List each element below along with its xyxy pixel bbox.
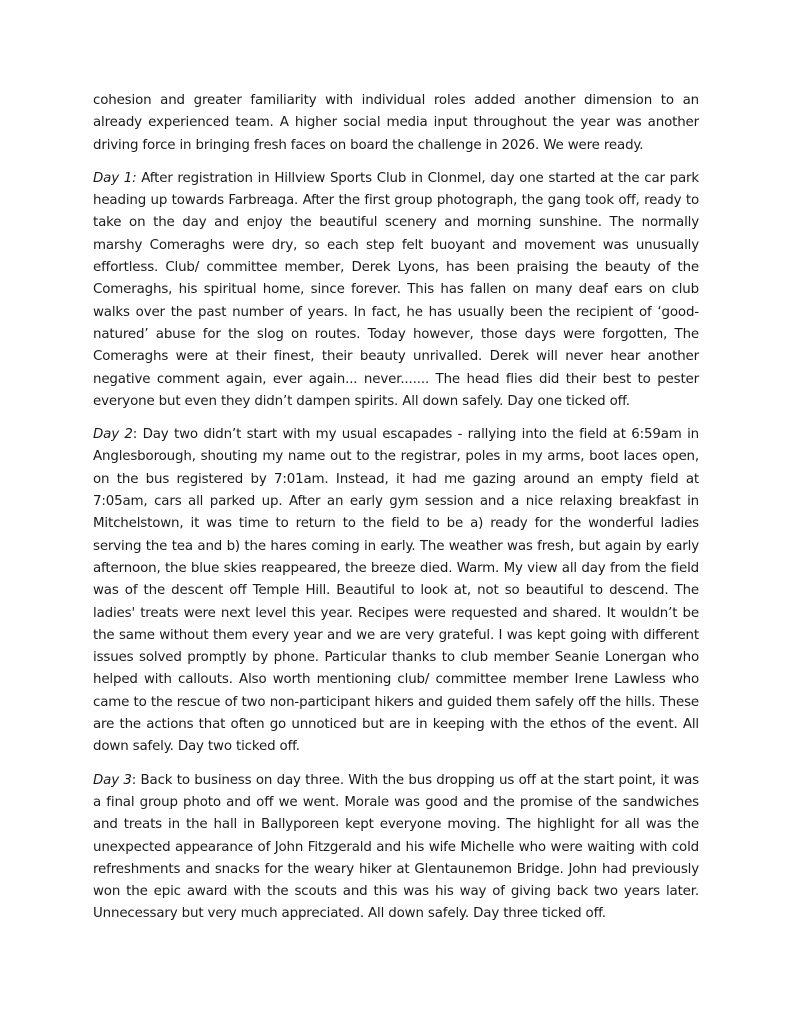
paragraph-day-1: [93, 168, 699, 413]
paragraph-day-2: [93, 424, 699, 758]
paragraph-intro: [93, 90, 699, 157]
day-2-text: Day two didn’t start with my usual escapades - rallying into the field at 6:59am in Anglesborough, shouting my name out to the registrar, poles in my arms, boot laces open, on the bus registered by 7:01am. Instead, it had me gazing around an empty field at 7:05am, cars all parked up. After an early gym session and a nice relaxing breakfast in Mitchelstown, it was time to return to the field to be a) ready for the wonderful ladies serving the tea and b) the hares coming in early. The weather was fresh, but again by early afternoon, the blue skies reappeared, the breeze died. Warm. My view all day from the field was of the descent off Temple Hill. Beautiful to look at, not so beautiful to descend. The ladies' treats were next level this year. Recipes were requested and shared. It wouldn’t be the same without them every year and we are very grateful. I was kept going with different issues solved promptly by phone. Particular thanks to club member Seanie Lonergan who helped with callouts. Also worth mentioning club/ committee member Irene Lawless who came to the rescue of two non-participant hikers and guided them safely off the hills. These are the actions that often go unnoticed but are in keeping with the ethos of the event. All down safely. Day two ticked off.: [93, 427, 699, 755]
day-1-text: After registration in Hillview Sports Club in Clonmel, day one started at the car park heading up towards Farbreaga. After the first group photograph, the gang took off, ready to take on the day and enjoy the beautiful scenery and morning sunshine. The normally marshy Comeraghs were dry, so each step felt buoyant and movement was unusually effortless. Club/ committee member, Derek Lyons, has been praising the beauty of the Comeraghs, his spiritual home, since forever. This has fallen on many deaf ears on club walks over the past number of years. In fact, he has usually been the recipient of ‘good-natured’ abuse for the slog on routes. Today however, those days were forgotten, The Comeraghs were at their finest, their beauty unrivalled. Derek will never hear another negative comment again, ever again... never....... The head flies did their best to pester everyone but even they didn’t dampen spirits. All down safely. Day one ticked off.: [93, 170, 699, 409]
day-2-label-colon: :: [132, 427, 138, 443]
paragraph-intro-text: cohesion and greater familiarity with individual roles added another dimension to an already experienced team. A higher social media input throughout the year was another driving force in bringing fresh faces on board the challenge in 2026. We were ready.: [93, 93, 699, 153]
day-3-label-colon: :: [131, 772, 137, 788]
day-3-text: Back to business on day three. With the bus dropping us off at the start point, it was a final group photo and off we went. Morale was good and the promise of the sandwiches and treats in the hall in Ballyporeen kept everyone moving. The highlight for all was the unexpected appearance of John Fitzgerald and his wife Michelle who were waiting with cold refreshments and snacks for the weary hiker at Glentaunemon Bridge. John had previously won the epic award with the scouts and this was his way of giving back two years later. Unnecessary but very much appreciated. All down safely. Day three ticked off.: [93, 772, 700, 922]
day-2-label: Day 2: [93, 427, 133, 443]
day-1-label: Day 1:: [93, 170, 137, 186]
day-3-label: Day 3: [93, 772, 132, 788]
paragraph-day-3: [93, 770, 699, 926]
document-body: [93, 90, 699, 937]
